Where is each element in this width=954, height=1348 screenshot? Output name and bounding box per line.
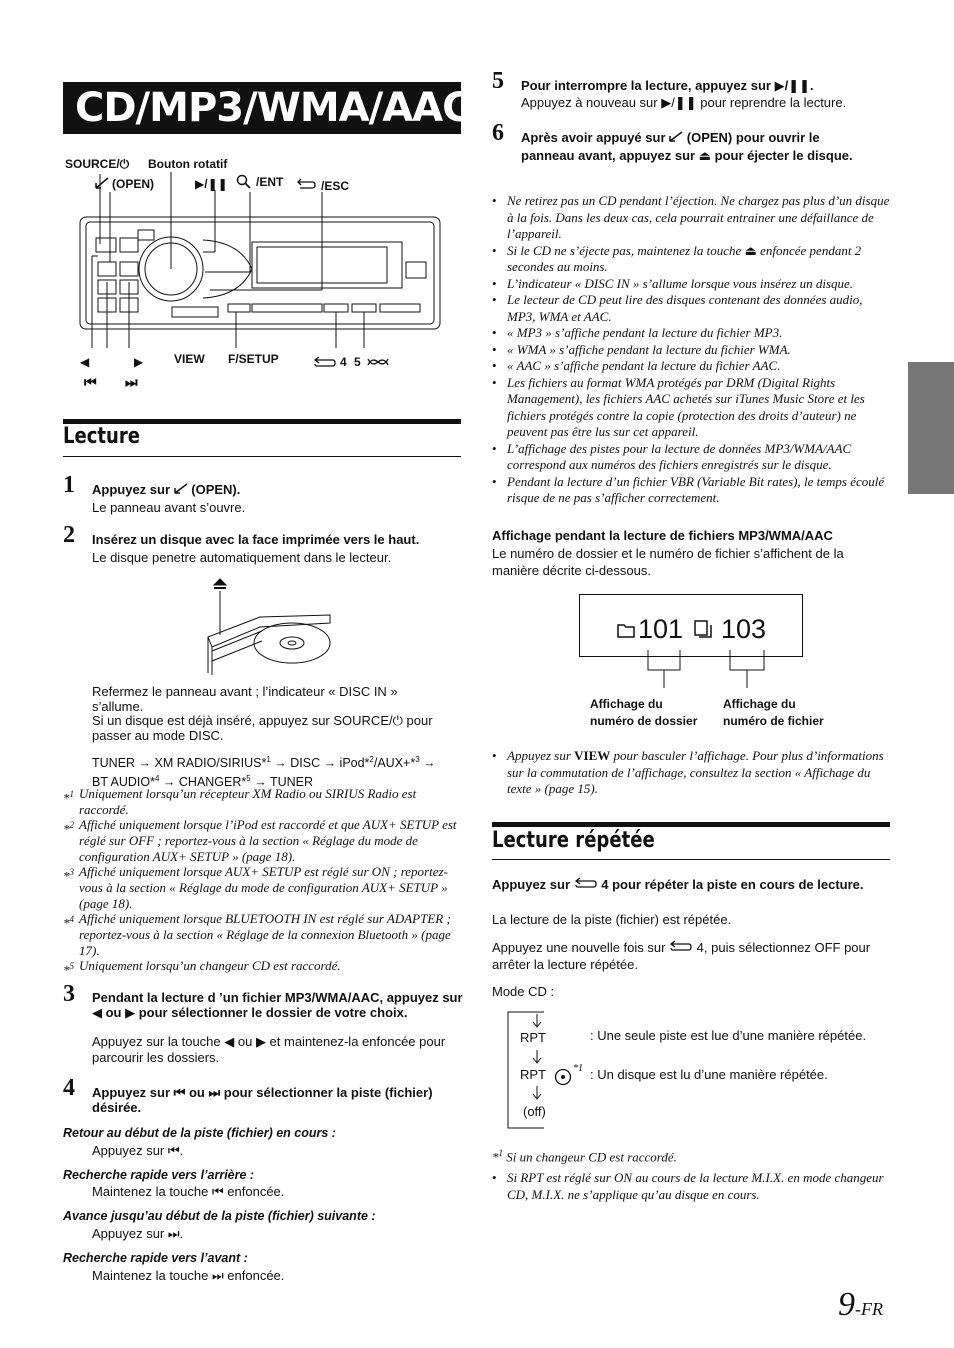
instruction: Maintenez la touche ⏮ enfoncée. [92, 1184, 285, 1199]
return-icon [296, 177, 316, 189]
play-pause-icon: ▶/❚❚ [774, 78, 810, 93]
list-item: • Si le CD ne s’éjecte pas, maintenez la touche ⏏ enfoncée pendant 2 secondes au moins. [492, 243, 890, 276]
step-2-text: Insérez un disque avec la face imprimée vers le haut. [92, 532, 420, 547]
repeat-off-text: Appuyez une nouvelle fois sur 4, puis sélectionnez OFF pour arrêter la lecture répétée. [492, 940, 871, 972]
step-2-sub: Le disque penetre automatiquement dans le lecteur. [92, 550, 392, 565]
right-label: ▶ [134, 355, 144, 369]
prev-track-icon: ⏮ [211, 1184, 224, 1199]
footnote: *$^5$ Uniquement lorsqu’un changeur CD est raccordé. [63, 958, 341, 978]
list-item: • Le lecteur de CD peut lire des disques contenant des données audio, MP3, WMA et AAC. [492, 292, 890, 325]
display-callouts [630, 648, 800, 688]
footnote-ref: *1 [573, 1063, 583, 1074]
prev-icon: ⏮ [84, 374, 97, 390]
ent-label: /ENT [256, 175, 284, 189]
view-note [492, 748, 890, 798]
sub-heading: Recherche rapide vers l’avant : [63, 1251, 248, 1265]
disc-insert-illustration [200, 575, 350, 683]
step-number: 4 [63, 1075, 75, 1101]
list-item: • L’affichage des pistes pour la lecture de données MP3/WMA/AAC correspond aux numéros des fichiers enregistrés sur le disque. [492, 441, 890, 474]
step-4-text: Appuyez sur ⏮ ou ⏭ pour sélectionner la piste (fichier) désirée. [92, 1085, 433, 1115]
step-3-sub: Appuyez sur la touche ◀ ou ▶ et maintenez-la enfoncée pour parcourir les dossiers. [92, 1034, 446, 1065]
next-track-icon: ⏭ [167, 1226, 180, 1241]
step-1-sub: Le panneau avant s’ouvre. [92, 500, 246, 515]
footnote: *$^2$ Affiché uniquement lorsque l’iPod est raccordé et que AUX+ SETUP est réglé sur OFF ; reportez-vous à la section « Réglage du mode de configuration AUX+ SETUP » (page 18). [63, 817, 457, 864]
left-label: ◀ [80, 355, 90, 369]
btn-4-label: 4 [340, 355, 347, 369]
mode-cd-label: Mode CD : [492, 984, 555, 999]
play-pause-icon: ▶/❚❚ [661, 95, 697, 110]
paragraph: Refermez le panneau avant ; l’indicateur « DISC IN » s’allume. [92, 684, 398, 714]
sub-heading: Avance jusqu’au début de la piste (fichier) suivante : [63, 1209, 376, 1223]
step-5-sub: Appuyez à nouveau sur ▶/❚❚ pour reprendre la lecture. [521, 95, 847, 110]
rpt-off: (off) [523, 1104, 546, 1119]
list-item: • L’indicateur « DISC IN » s’allume lorsque vous insérez un disque. [492, 276, 890, 293]
left-arrow-icon: ◀ [224, 1034, 235, 1049]
file-callout: Affichage du numéro de fichier [723, 697, 824, 728]
step-6-text: Après avoir appuyé sur (OPEN) pour ouvrir le panneau avant, appuyez sur ⏏ pour éjecter le disque. [521, 130, 853, 163]
open-icon [669, 131, 683, 142]
source-chain: TUNER → XM RADIO/SIRIUS*$^1$ → DISC → iPod*$^2$/AUX+*$^3$ → BT AUDIO*$^4$ → CHANGER*$^5$ → TUNER [92, 755, 436, 790]
instruction: Maintenez la touche ⏭ enfoncée. [92, 1268, 285, 1283]
mix-icon [366, 355, 390, 369]
right-arrow-icon: ▶ [125, 1005, 136, 1020]
eject-icon: ⏏ [744, 242, 757, 258]
esc-label: /ESC [321, 179, 350, 193]
list-item: • Les fichiers au format WMA protégés par DRM (Digital Rights Management), les fichiers AAC achetés sur iTunes Music Store et les fichiers protégés contre la copie (protection des droits d’auteur) ne peuvent pas être lus sur cet appareil. [492, 375, 890, 441]
folder-callout: Affichage du numéro de dossier [590, 697, 698, 728]
repeat-sub: La lecture de la piste (fichier) est répétée. [492, 912, 732, 927]
next-track-icon: ⏭ [208, 1085, 221, 1100]
footnote: *$^1$ Uniquement lorsqu’un récepteur XM Radio ou SIRIUS Radio est raccordé. [63, 786, 417, 817]
page-number: 9-FR [838, 1286, 883, 1323]
search-icon [236, 174, 252, 190]
step-number: 3 [63, 981, 75, 1007]
rpt-track: RPT [520, 1030, 546, 1045]
open-label: (OPEN) [112, 177, 154, 191]
prev-track-icon: ⏮ [167, 1143, 180, 1158]
folder-icon [617, 622, 635, 638]
left-arrow-icon: ◀ [92, 1005, 102, 1020]
step-3-text: Pendant la lecture d ’un fichier MP3/WMA/AAC, appuyez sur ◀ ou ▶ pour sélectionner le dossier de votre choix. [92, 990, 463, 1020]
list-item: • Pendant la lecture d’un fichier VBR (Variable Bit rates), le temps écoulé risque de ne pas s’afficher correctement. [492, 474, 890, 507]
notes-list [492, 193, 890, 507]
open-icon [174, 483, 188, 494]
list-item: • Si RPT est réglé sur ON au cours de la lecture M.I.X. en mode changeur CD, M.I.X. ne s’applique qu’au disque en cours. [492, 1170, 890, 1203]
step-number: 1 [63, 472, 75, 498]
display-text: Le numéro de dossier et le numéro de fichier s’affichent de la manière décrite ci-dessous. [492, 546, 844, 578]
source-label: SOURCE/⏻ [65, 157, 130, 171]
rpt-disc: RPT [520, 1067, 546, 1082]
section-heading-repeat: Lecture répétée [492, 828, 655, 853]
list-item: • « WMA » s’affiche pendant la lecture du fichier WMA. [492, 342, 890, 359]
step-number: 2 [63, 522, 75, 548]
list-item: • « MP3 » s’affiche pendant la lecture du fichier MP3. [492, 325, 890, 342]
step-number: 6 [492, 120, 504, 146]
disc-icon [554, 1068, 572, 1086]
rpt-track-desc: : Une seule piste est lue d’une manière répétée. [590, 1028, 867, 1043]
fsetup-label: F/SETUP [228, 352, 279, 366]
repeat-icon [574, 877, 598, 889]
mix-note [492, 1170, 890, 1203]
rpt-disc-desc: : Un disque est lu d’une manière répétée. [590, 1067, 828, 1082]
sub-heading: Recherche rapide vers l’arrière : [63, 1168, 255, 1182]
prev-track-icon: ⏮ [173, 1085, 186, 1100]
list-item: • « AAC » s’affiche pendant la lecture du fichier AAC. [492, 358, 890, 375]
next-icon: ⏭ [125, 374, 138, 390]
footnote: *$^3$ Affiché uniquement lorsque AUX+ SETUP est réglé sur ON ; reportez-vous à la section « Réglage du mode de configuration AUX+ SETUP » (page 18). [63, 864, 448, 911]
step-1-text: Appuyez sur (OPEN). [92, 482, 241, 497]
sub-heading: Retour au début de la piste (fichier) en cours : [63, 1126, 336, 1140]
step-5-text: Pour interrompre la lecture, appuyez sur ▶/❚❚. [521, 78, 814, 93]
repeat-icon [313, 356, 337, 368]
next-track-icon: ⏭ [211, 1268, 224, 1283]
page-title: CD/MP3/WMA/AAC [63, 82, 461, 134]
btn-5-label: 5 [354, 355, 361, 369]
heading-rule-bottom [492, 859, 890, 860]
heading-rule-top [492, 822, 890, 827]
folder-number: 101 [638, 614, 684, 644]
side-tab [908, 362, 954, 494]
rotary-label: Bouton rotatif [148, 157, 228, 171]
list-item: • Ne retirez pas un CD pendant l’éjection. Ne chargez pas plus d’un disque à la fois. Dans les deux cas, cela pourrait entrainer une défaillance de l’appareil. [492, 193, 890, 243]
view-label: VIEW [174, 352, 205, 366]
instruction: Appuyez sur ⏭. [92, 1226, 184, 1241]
list-item: • Appuyez sur VIEW pour basculer l’affichage. Pour plus d’informations sur la commutation de l’affichage, consultez la section « Affichage du texte » (page 15). [492, 748, 890, 798]
footnote: *$^1$ Si un changeur CD est raccordé. [492, 1148, 677, 1165]
repeat-step: Appuyez sur 4 pour répéter la piste en cours de lecture. [492, 877, 864, 892]
instruction: Appuyez sur ⏮. [92, 1143, 184, 1158]
eject-icon: ⏏ [698, 148, 712, 163]
file-icon [694, 620, 714, 638]
footnote: *$^4$ Affiché uniquement lorsque BLUETOOTH IN est réglé sur ADAPTER ; reportez-vous à la section « Réglage de la connexion Bluetooth » (page 17). [63, 911, 451, 958]
file-number: 103 [721, 614, 767, 644]
repeat-icon [669, 940, 693, 952]
open-icon [95, 177, 109, 189]
paragraph: Si un disque est déjà inséré, appuyez sur SOURCE/⏻ pour passer au mode DISC. [92, 713, 433, 743]
section-heading-lecture: Lecture [63, 424, 141, 449]
play-pause-label: ▶/❚❚ [195, 177, 228, 191]
step-number: 5 [492, 68, 504, 94]
display-heading: Affichage pendant la lecture de fichiers MP3/WMA/AAC [492, 528, 833, 543]
right-arrow-icon: ▶ [255, 1034, 266, 1049]
heading-rule-bottom [63, 456, 461, 457]
